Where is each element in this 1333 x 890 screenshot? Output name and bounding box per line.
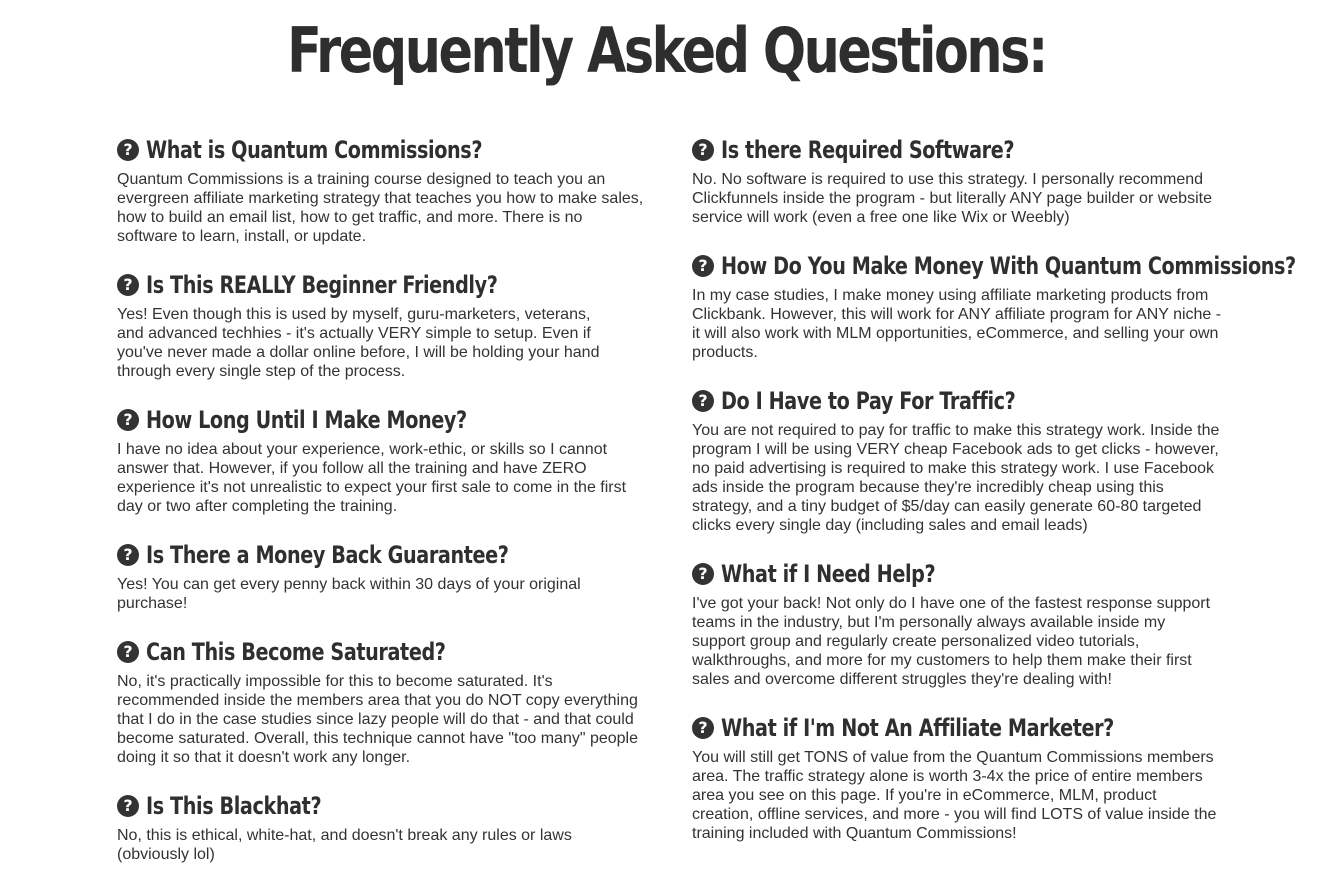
faq-question-text: What if I Need Help? [721, 560, 936, 588]
faq-question [117, 538, 587, 572]
question-circle-icon: ? [117, 641, 139, 663]
faq-answer: No. No software is required to use this strategy. I personally recommend Clickfunnels inside the program - but literally ANY page builder or website service will work (even a free one like Wix or Weebly) [692, 171, 1212, 226]
question-circle-icon: ? [692, 717, 714, 739]
faq-question [117, 133, 647, 167]
faq-item [117, 538, 587, 613]
faq-question [117, 403, 635, 437]
faq-answer: You are not required to pay for traffic to make this strategy work. Inside the program I will be using VERY cheap Facebook ads to get clicks - however, no paid advertising is required to make this strategy work. I use Facebook ads inside the program because they're incredibly cheap using this strategy, and a tiny budget of $5/day can easily generate 60-80 targeted clicks every single day (including sales and email leads) [692, 422, 1220, 534]
faq-answer: Yes! Even though this is used by myself, guru-marketers, veterans, and advanced techhies - it's actually VERY simple to setup. Even if you've never made a dollar online before, I will be holding your hand through every single step of the process. [117, 306, 600, 380]
faq-item [117, 403, 635, 516]
faq-question-text: What if I'm Not An Affiliate Marketer? [721, 714, 1114, 742]
faq-item [117, 635, 639, 767]
faq-question [692, 711, 1222, 745]
faq-item [692, 384, 1222, 535]
faq-item [117, 268, 617, 381]
question-circle-icon: ? [117, 409, 139, 431]
faq-item [692, 557, 1222, 689]
faq-item [692, 249, 1296, 362]
faq-answer: Quantum Commissions is a training course designed to teach you an evergreen affiliate marketing strategy that teaches you how to make sales, how to build an email list, how to get traffic, and more. There is no software to learn, install, or update. [117, 171, 644, 245]
faq-question-text: Do I Have to Pay For Traffic? [721, 387, 1016, 415]
question-circle-icon: ? [692, 563, 714, 585]
faq-question-text: Is There a Money Back Guarantee? [146, 541, 509, 569]
faq-question [692, 249, 1296, 283]
faq-answer: No, it's practically impossible for this to become saturated. It's recommended inside the members area that you do NOT copy everything that I do in the case studies since lazy people will do that - and that could become saturated. Overall, this technique cannot have "too many" people doing it so that it doesn't work any longer. [117, 673, 639, 766]
faq-question-text: Is there Required Software? [721, 136, 1015, 164]
question-circle-icon: ? [692, 390, 714, 412]
faq-answer: I have no idea about your experience, work-ethic, or skills so I cannot answer that. However, if you follow all the training and have ZERO experience it's not unrealistic to expect your first sale to come in the first day or two after completing the training. [117, 441, 627, 515]
faq-question-text: How Do You Make Money With Quantum Commissions? [721, 252, 1296, 280]
faq-question-text: Is This Blackhat? [146, 792, 322, 820]
faq-answer: Yes! You can get every penny back within 30 days of your original purchase! [117, 576, 581, 612]
page-title: Frequently Asked Questions: [287, 14, 1046, 87]
question-circle-icon: ? [117, 795, 139, 817]
faq-question-text: Is This REALLY Beginner Friendly? [146, 271, 498, 299]
question-circle-icon: ? [692, 255, 714, 277]
faq-question-text: Can This Become Saturated? [146, 638, 446, 666]
question-circle-icon: ? [692, 139, 714, 161]
faq-question [117, 789, 587, 823]
question-circle-icon: ? [117, 544, 139, 566]
faq-question-text: How Long Until I Make Money? [146, 406, 467, 434]
question-circle-icon: ? [117, 274, 139, 296]
faq-answer: I've got your back! Not only do I have one of the fastest response support teams in the industry, but I'm personally always available inside my support group and regularly create personalized video tutorials, walkthroughs, and more for my customers to help them make their first sales and overcome different struggles they're dealing with! [692, 595, 1211, 688]
faq-question [117, 635, 639, 669]
faq-answer: No, this is ethical, white-hat, and doesn't break any rules or laws (obviously lol) [117, 827, 572, 863]
faq-answer: You will still get TONS of value from the Quantum Commissions members area. The traffic strategy alone is worth 3-4x the price of entire members area you see on this page. If you're in eCommerce, MLM, product creation, offline services, and more - you will find LOTS of value inside the training included with Quantum Commissions! [692, 749, 1217, 842]
faq-item [692, 133, 1222, 227]
faq-question [117, 268, 617, 302]
question-circle-icon: ? [117, 139, 139, 161]
faq-question [692, 384, 1222, 418]
faq-question-text: What is Quantum Commissions? [146, 136, 483, 164]
faq-item [117, 789, 587, 864]
faq-question [692, 133, 1222, 167]
faq-item [692, 711, 1222, 843]
faq-question [692, 557, 1222, 591]
faq-item [117, 133, 647, 246]
faq-answer: In my case studies, I make money using affiliate marketing products from Clickbank. However, this will work for ANY affiliate program for ANY niche - it will also work with MLM opportunities, eCommerce, and selling your own products. [692, 287, 1222, 361]
